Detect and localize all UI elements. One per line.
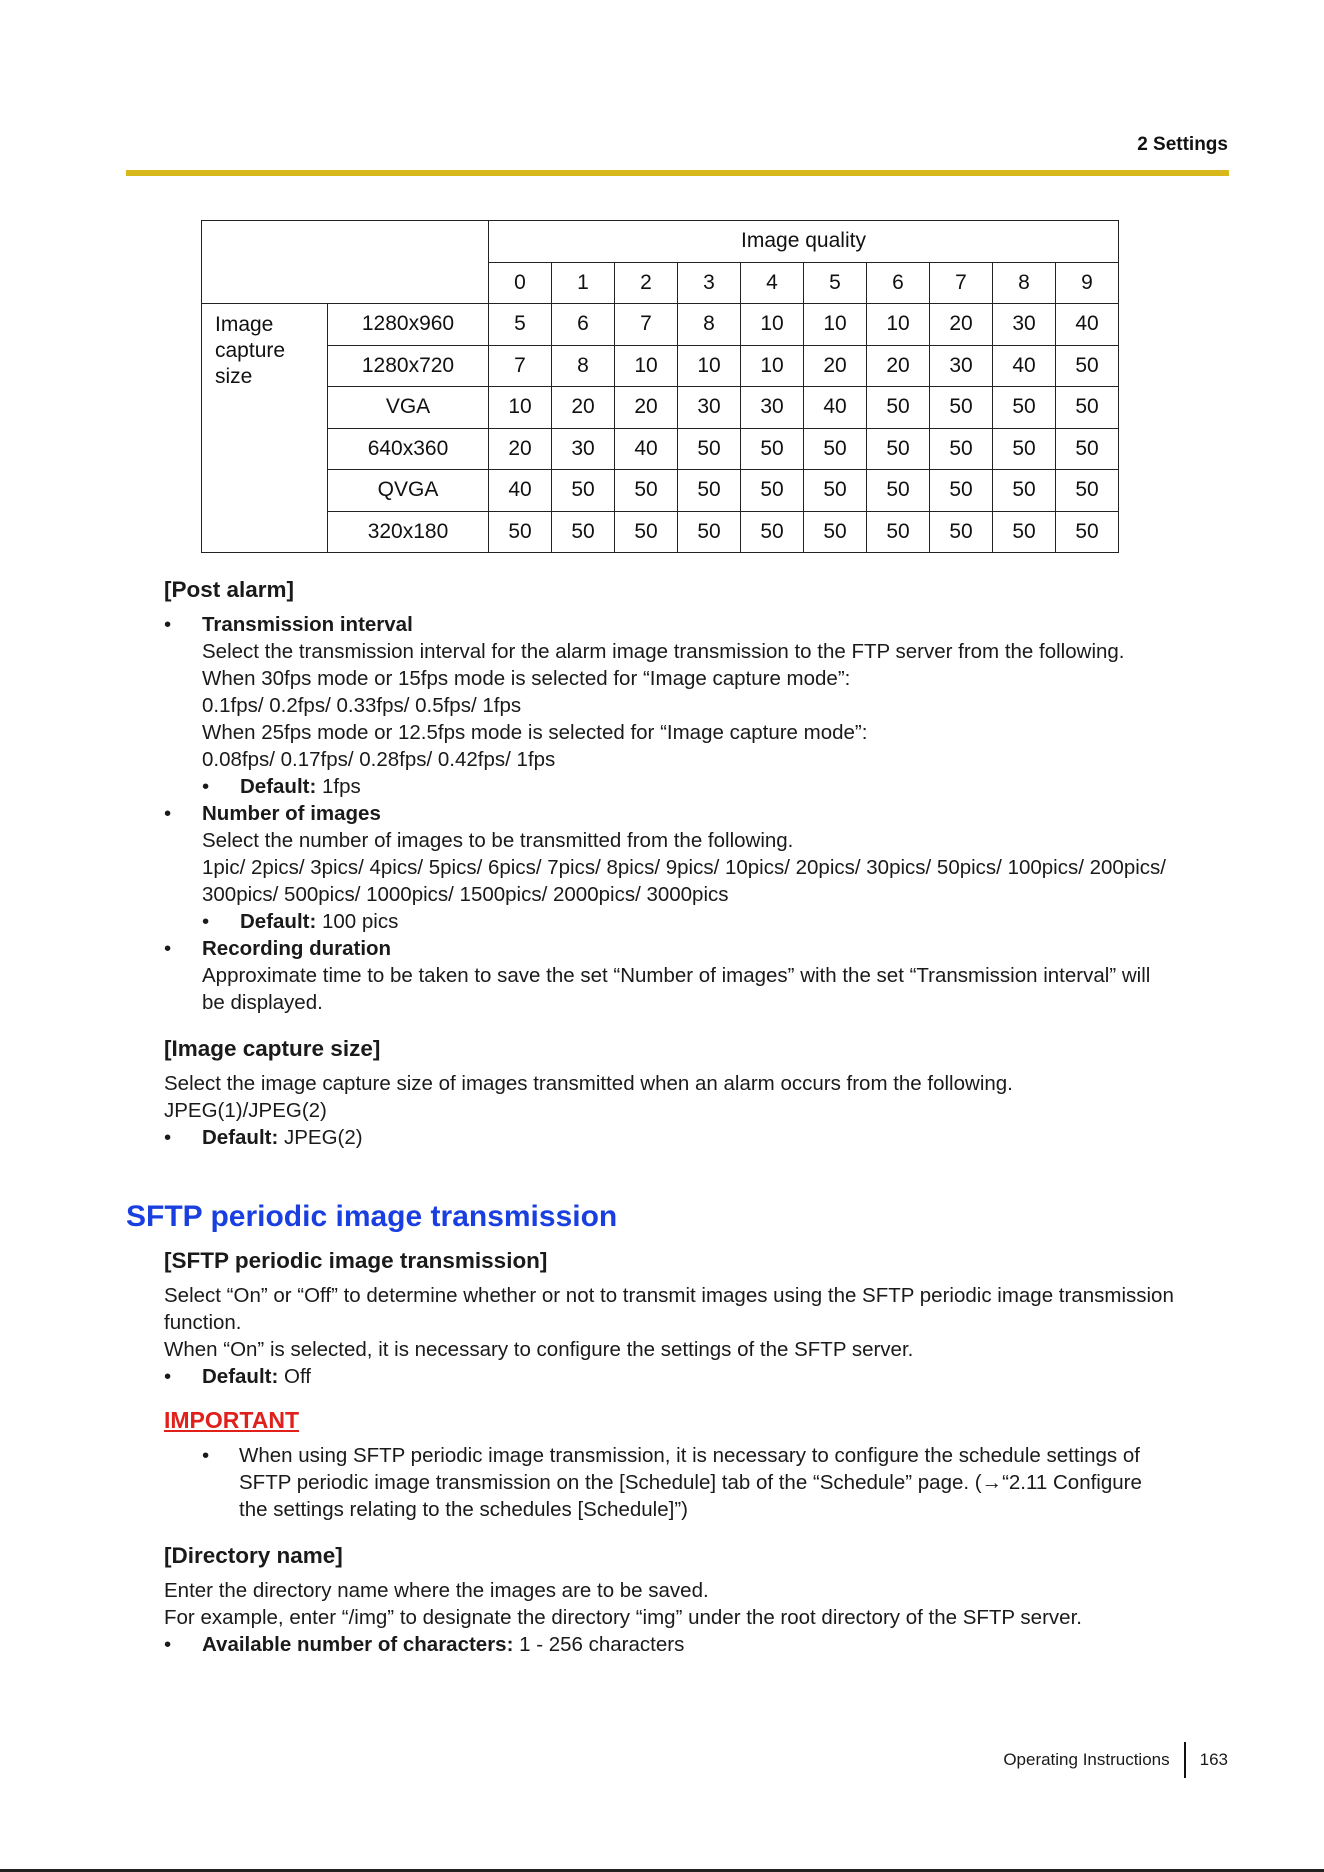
post-alarm-section xyxy=(164,575,1234,1151)
transmission-interval-30fps: When 30fps mode or 15fps mode is selected for “Image capture mode”: xyxy=(202,667,851,690)
table-cell: 50 xyxy=(615,511,678,553)
table-header-row xyxy=(202,221,1119,263)
default-value: 100 pics xyxy=(316,910,399,933)
image-capture-size-heading: [Image capture size] xyxy=(164,1036,381,1061)
table-cell: 20 xyxy=(930,304,993,346)
footer-doc-name: Operating Instructions xyxy=(1003,1750,1170,1769)
table-cell: 40 xyxy=(489,470,552,512)
sftp-desc-2: function. xyxy=(164,1311,242,1334)
important-note xyxy=(164,1442,1234,1523)
table-cell: 50 xyxy=(489,511,552,553)
number-of-images-term: • Number of images xyxy=(202,802,381,825)
number-of-images-default xyxy=(202,908,1234,935)
number-of-images-options-2: 300pics/ 500pics/ 1000pics/ 1500pics/ 2000pics/ 3000pics xyxy=(202,883,729,906)
table-cell: 50 xyxy=(993,470,1056,512)
table-cell: 10 xyxy=(489,387,552,429)
table-cell: 7 xyxy=(615,304,678,346)
table-cell: 50 xyxy=(993,428,1056,470)
page-section-header: 2 Settings xyxy=(1137,134,1228,155)
table-cell: 10 xyxy=(741,304,804,346)
transmission-interval-desc: Select the transmission interval for the alarm image transmission to the FTP server from the following. xyxy=(202,640,1125,663)
table-cell: 20 xyxy=(552,387,615,429)
quality-level-header: 1 xyxy=(552,262,615,304)
number-of-images-options-1: 1pic/ 2pics/ 3pics/ 4pics/ 5pics/ 6pics/ 7pics/ 8pics/ 9pics/ 10pics/ 20pics/ 30pics/ 50pics/ 100pics/ 200pics/ xyxy=(202,856,1166,879)
directory-name-desc-1: Enter the directory name where the images are to be saved. xyxy=(164,1579,709,1602)
default-value: JPEG(2) xyxy=(278,1126,363,1149)
table-cell: 8 xyxy=(552,345,615,387)
table-cell: 50 xyxy=(1056,345,1119,387)
table-cell: 50 xyxy=(930,428,993,470)
header-divider xyxy=(126,170,1229,176)
default-value: Off xyxy=(278,1365,311,1388)
transmission-interval-30fps-options: 0.1fps/ 0.2fps/ 0.33fps/ 0.5fps/ 1fps xyxy=(202,694,522,717)
sftp-default xyxy=(164,1363,1234,1390)
transmission-interval-25fps: When 25fps mode or 12.5fps mode is selected for “Image capture mode”: xyxy=(202,721,868,744)
transmission-interval-term: • Transmission interval xyxy=(202,613,413,636)
sftp-section xyxy=(164,1246,1234,1658)
important-note-line-3: the settings relating to the schedules [Schedule]”) xyxy=(239,1498,688,1521)
table-cell: 10 xyxy=(804,304,867,346)
capture-size-cell: 1280x960 xyxy=(328,304,489,346)
table-cell: 5 xyxy=(489,304,552,346)
table-cell: 50 xyxy=(867,511,930,553)
sftp-desc-1: Select “On” or “Off” to determine whether or not to transmit images using the SFTP periodic image transmission xyxy=(164,1284,1174,1307)
table-row xyxy=(202,511,1119,553)
table-cell: 50 xyxy=(678,470,741,512)
post-alarm-heading: [Post alarm] xyxy=(164,577,295,602)
table-cell: 10 xyxy=(741,345,804,387)
table-cell: 20 xyxy=(867,345,930,387)
table-cell: 20 xyxy=(804,345,867,387)
image-capture-size-options: JPEG(1)/JPEG(2) xyxy=(164,1099,327,1122)
capture-size-cell: 320x180 xyxy=(328,511,489,553)
table-cell: 7 xyxy=(489,345,552,387)
sftp-section-title: SFTP periodic image transmission xyxy=(126,1200,618,1233)
image-capture-size-default xyxy=(164,1124,1234,1151)
image-capture-size-row-label: Image capture size xyxy=(202,304,328,553)
table-cell: 50 xyxy=(867,387,930,429)
capture-size-cell: VGA xyxy=(328,387,489,429)
table-cell: 20 xyxy=(615,387,678,429)
sftp-heading: [SFTP periodic image transmission] xyxy=(164,1248,548,1273)
capture-size-cell: 1280x720 xyxy=(328,345,489,387)
image-quality-table xyxy=(201,220,1119,553)
table-cell: 50 xyxy=(1056,511,1119,553)
table-cell: 50 xyxy=(930,470,993,512)
table-cell: 10 xyxy=(615,345,678,387)
table-cell: 8 xyxy=(678,304,741,346)
table-cell: 50 xyxy=(552,511,615,553)
table-row xyxy=(202,304,1119,346)
chars-label: Available number of characters: xyxy=(202,1633,514,1656)
table-cell: 50 xyxy=(615,470,678,512)
table-cell: 10 xyxy=(678,345,741,387)
table-cell: 50 xyxy=(930,511,993,553)
table-cell: 50 xyxy=(741,428,804,470)
table-cell: 50 xyxy=(741,470,804,512)
quality-level-header: 2 xyxy=(615,262,678,304)
table-row xyxy=(202,428,1119,470)
important-note-line-2: SFTP periodic image transmission on the [Schedule] tab of the “Schedule” page. (→“2.11 Configure xyxy=(239,1471,1142,1494)
transmission-interval-25fps-options: 0.08fps/ 0.17fps/ 0.28fps/ 0.42fps/ 1fps xyxy=(202,748,556,771)
recording-duration-item xyxy=(164,935,1234,1016)
transmission-interval-default xyxy=(202,773,1234,800)
table-cell: 20 xyxy=(489,428,552,470)
default-label: Default: xyxy=(240,910,317,933)
quality-level-header: 5 xyxy=(804,262,867,304)
capture-size-cell: 640x360 xyxy=(328,428,489,470)
footer-divider xyxy=(1184,1742,1186,1778)
table-cell: 50 xyxy=(1056,387,1119,429)
number-of-images-desc: Select the number of images to be transmitted from the following. xyxy=(202,829,794,852)
image-quality-header: Image quality xyxy=(489,221,1119,263)
quality-level-header: 9 xyxy=(1056,262,1119,304)
table-cell: 50 xyxy=(804,511,867,553)
table-cell: 6 xyxy=(552,304,615,346)
table-cell: 50 xyxy=(678,428,741,470)
important-note-line-1: • When using SFTP periodic image transmission, it is necessary to configure the schedule settings of xyxy=(239,1444,1140,1467)
table-cell: 50 xyxy=(993,387,1056,429)
image-capture-size-desc: Select the image capture size of images transmitted when an alarm occurs from the following. xyxy=(164,1072,1013,1095)
table-cell: 30 xyxy=(552,428,615,470)
default-label: Default: xyxy=(202,1365,279,1388)
table-cell: 30 xyxy=(678,387,741,429)
table-cell: 30 xyxy=(993,304,1056,346)
table-row xyxy=(202,387,1119,429)
table-cell: 30 xyxy=(741,387,804,429)
default-label: Default: xyxy=(240,775,317,798)
table-cell: 50 xyxy=(804,428,867,470)
quality-level-header: 6 xyxy=(867,262,930,304)
table-cell: 40 xyxy=(615,428,678,470)
page-footer xyxy=(1003,1742,1228,1778)
table-cell: 30 xyxy=(930,345,993,387)
table-cell: 50 xyxy=(1056,428,1119,470)
chars-value: 1 - 256 characters xyxy=(513,1633,685,1656)
table-cell: 50 xyxy=(930,387,993,429)
table-cell: 50 xyxy=(867,428,930,470)
table-cell: 50 xyxy=(552,470,615,512)
table-cell: 50 xyxy=(804,470,867,512)
table-cell: 50 xyxy=(993,511,1056,553)
quality-level-header: 8 xyxy=(993,262,1056,304)
quality-level-header: 0 xyxy=(489,262,552,304)
table-cell: 40 xyxy=(804,387,867,429)
directory-name-desc-2: For example, enter “/img” to designate the directory “img” under the root directory of the SFTP server. xyxy=(164,1606,1082,1629)
table-row xyxy=(202,470,1119,512)
number-of-images-item xyxy=(164,800,1234,935)
sftp-desc-3: When “On” is selected, it is necessary to configure the settings of the SFTP server. xyxy=(164,1338,914,1361)
capture-size-cell: QVGA xyxy=(328,470,489,512)
directory-name-chars xyxy=(164,1631,1234,1658)
transmission-interval-item xyxy=(164,611,1234,800)
page-number: 163 xyxy=(1199,1750,1228,1769)
table-corner-cell xyxy=(202,221,489,304)
table-cell: 50 xyxy=(678,511,741,553)
quality-level-header: 3 xyxy=(678,262,741,304)
table-cell: 40 xyxy=(993,345,1056,387)
table-cell: 50 xyxy=(1056,470,1119,512)
table-cell: 50 xyxy=(741,511,804,553)
table-cell: 50 xyxy=(867,470,930,512)
table-row xyxy=(202,345,1119,387)
default-value: 1fps xyxy=(316,775,361,798)
quality-level-header: 7 xyxy=(930,262,993,304)
important-label: IMPORTANT xyxy=(164,1407,300,1433)
recording-duration-desc-2: be displayed. xyxy=(202,991,323,1014)
recording-duration-term: • Recording duration xyxy=(202,937,392,960)
directory-name-heading: [Directory name] xyxy=(164,1543,343,1568)
table-cell: 10 xyxy=(867,304,930,346)
quality-level-header: 4 xyxy=(741,262,804,304)
table-cell: 40 xyxy=(1056,304,1119,346)
recording-duration-desc-1: Approximate time to be taken to save the set “Number of images” with the set “Transmission interval” will xyxy=(202,964,1151,987)
default-label: Default: xyxy=(202,1126,279,1149)
